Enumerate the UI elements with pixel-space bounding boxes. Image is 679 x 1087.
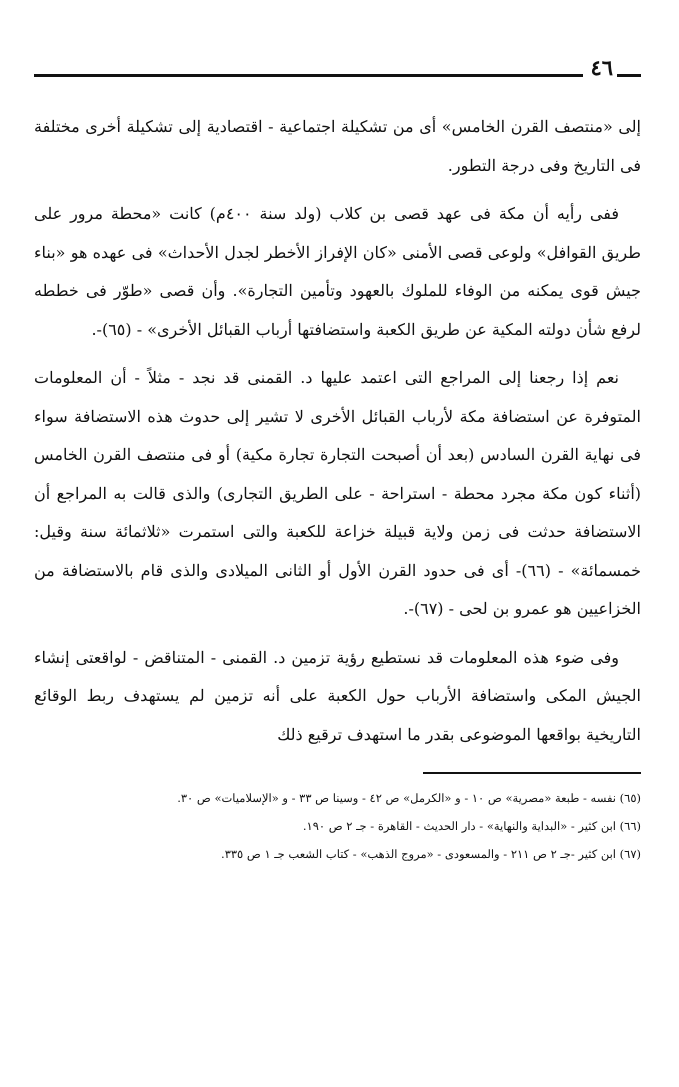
header-rule-short	[617, 74, 641, 77]
footnote: (٦٦) ابن كثير - «البداية والنهاية» - دار الحديث - القاهرة - جـ ٢ ص ١٩٠.	[302, 819, 641, 833]
paragraph: إلى «منتصف القرن الخامس» أى من تشكيلة اجتماعية - اقتصادية إلى تشكيلة أخرى مختلفة فى التاريخ وفى درجة التطور.	[34, 117, 641, 175]
footnote: (٦٧) ابن كثير -جـ ٢ ص ٢١١ - والمسعودى - «مروج الذهب» - كتاب الشعب جـ ١ ص ٣٣٥.	[221, 847, 641, 861]
footnotes	[34, 784, 641, 868]
paragraph: وفى ضوء هذه المعلومات قد نستطيع رؤية تزمين د. القمنى - المتناقض - لواقعتى إنشاء الجيش المكى واستضافة الأرباب حول الكعبة على أنه تزمين لم يستهدف ربط الوقائع التاريخية بواقعها الموضوعى بقدر ما استهدف ترقيع ذلك	[34, 647, 641, 744]
body-text	[34, 108, 641, 754]
book-page	[34, 50, 641, 1087]
paragraph: ففى رأيه أن مكة فى عهد قصى بن كلاب (ولد سنة ٤٠٠م) كانت «محطة مرور على طريق القوافل» ولوعى قصى الأمنى «كان الإفراز الأخطر لجدل الأحداث» فى عهده هو «بناء جيش قوى يمكنه من الوفاء للملوك بالعهود وتأمين التجارة». وأن قصى «طوّر فى خططه لرفع شأن دولته المكية عن طريق الكعبة واستضافتها أرباب القبائل الأخرى» - (٦٥)-.	[34, 204, 641, 339]
page-header	[34, 50, 641, 82]
footnote-rule	[423, 772, 641, 774]
page-number: ٤٦	[590, 55, 613, 80]
paragraph: نعم إذا رجعنا إلى المراجع التى اعتمد عليها د. القمنى قد نجد - مثلاً - أن المعلومات المتوفرة عن استضافة مكة لأرباب القبائل الأخرى لا تشير إلى حدوث هذه الاستضافة سواء فى نهاية القرن السادس (بعد أن أصبحت التجارة تجارة مكية) أو فى منتصف القرن الخامس (أثناء كون مكة مجرد محطة - استراحة - على الطريق التجارى) والذى قالت به المراجع أن الاستضافة حدثت فى زمن ولاية قبيلة خزاعة للكعبة والتى استمرت «ثلاثمائة سنة وقيل: خمسمائة» - (٦٦)- أى فى حدود القرن الأول أو الثانى الميلادى والذى قام بالاستضافة من الخزاعيين هو عمرو بن لحى - (٦٧)-.	[34, 368, 642, 618]
header-rule-long	[34, 74, 583, 77]
footnote: (٦٥) نفسه - طبعة «مصرية» ص ١٠ - و «الكرمل» ص ٤٢ - وسينا ص ٣٣ - و «الإسلاميات» ص ٣٠.	[177, 791, 641, 805]
